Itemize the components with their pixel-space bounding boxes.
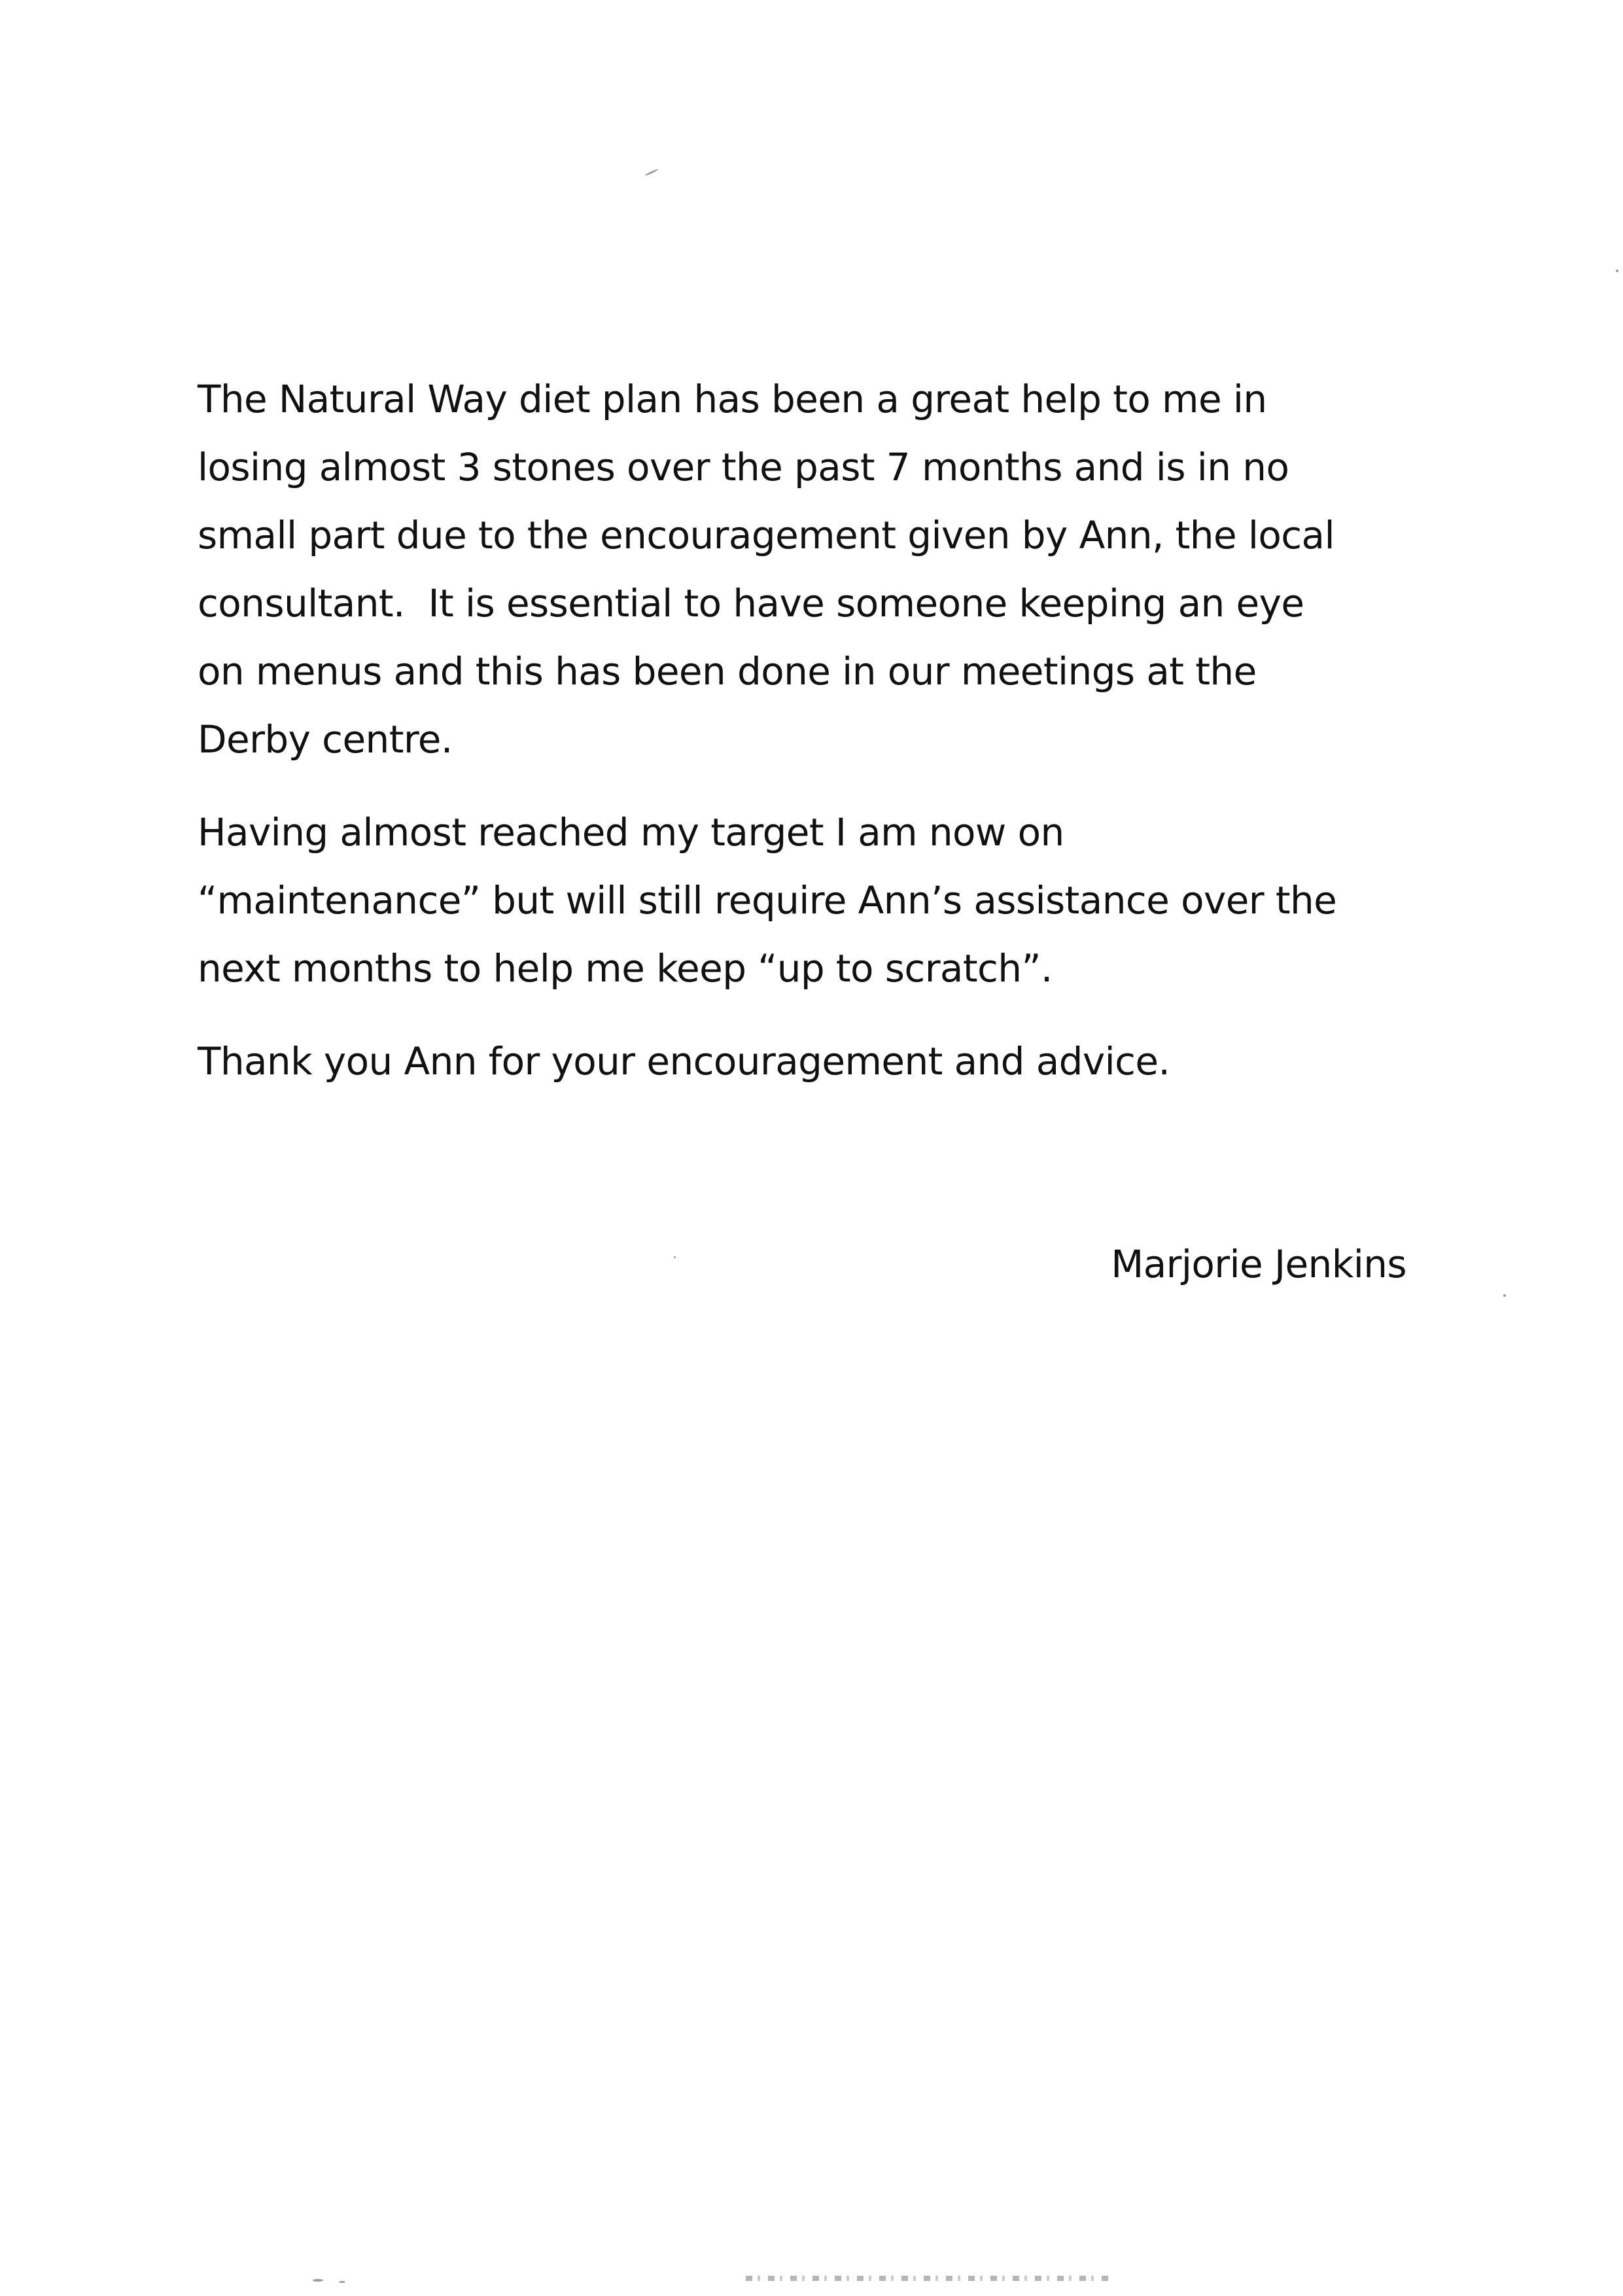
paragraph-line: “maintenance” but will still require Ann’s assistance over the bbox=[198, 878, 1337, 923]
paragraph-line: The Natural Way diet plan has been a great help to me in bbox=[198, 377, 1267, 421]
scan-speck bbox=[1616, 270, 1618, 272]
paragraph-line: consultant. It is essential to have someone keeping an eye bbox=[198, 581, 1304, 626]
scan-speck bbox=[313, 2279, 323, 2282]
paragraph-line: next months to help me keep “up to scratch”. bbox=[198, 946, 1053, 991]
scan-smudge bbox=[746, 2276, 1112, 2281]
paragraph-line: Having almost reached my target I am now on bbox=[198, 810, 1064, 855]
scan-speck bbox=[339, 2281, 345, 2283]
scan-speck bbox=[674, 1256, 676, 1258]
paragraph-1 bbox=[198, 365, 1440, 773]
paragraph-2 bbox=[198, 798, 1440, 1002]
paragraph-line: on menus and this has been done in our meetings at the bbox=[198, 649, 1257, 694]
letter-body bbox=[198, 365, 1440, 1120]
paragraph-line: Derby centre. bbox=[198, 717, 453, 762]
paragraph-line: Thank you Ann for your encouragement and advice. bbox=[198, 1039, 1170, 1084]
scan-speck bbox=[644, 168, 658, 176]
paragraph-line: losing almost 3 stones over the past 7 months and is in no bbox=[198, 445, 1289, 489]
paragraph-line: small part due to the encouragement given by Ann, the local bbox=[198, 513, 1335, 557]
signature-name: Marjorie Jenkins bbox=[1111, 1242, 1406, 1286]
paragraph-3 bbox=[198, 1027, 1440, 1095]
scan-speck bbox=[1503, 1294, 1506, 1297]
